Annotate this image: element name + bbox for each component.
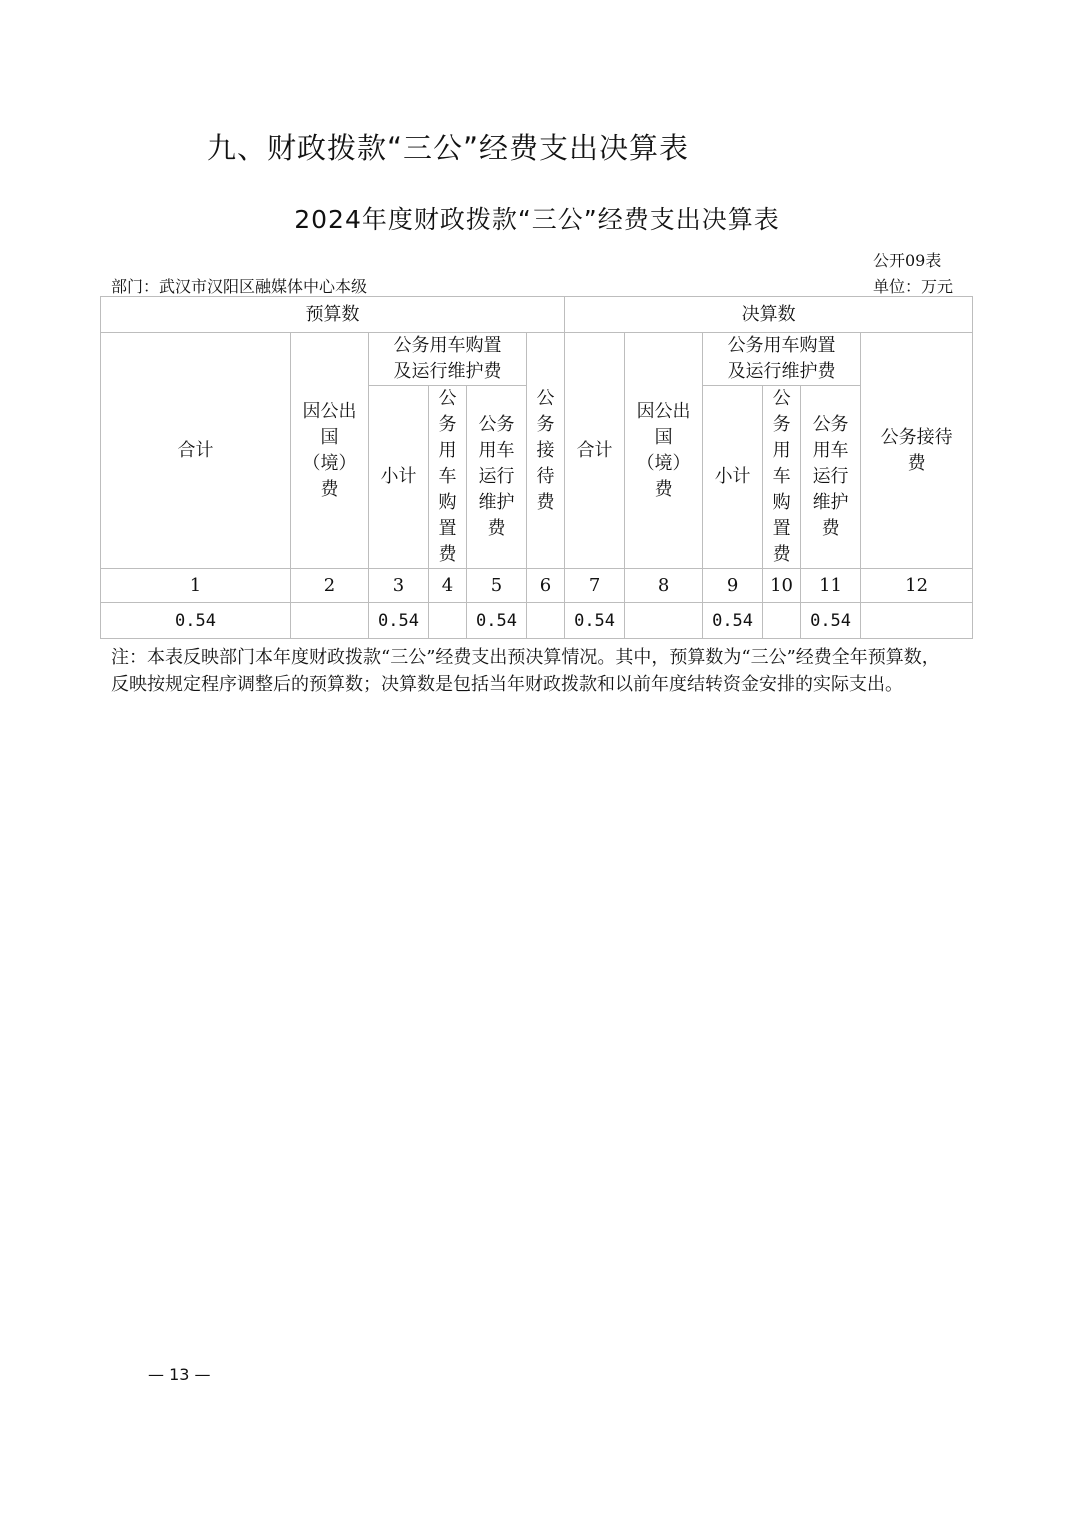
final-total-header: 合计	[565, 333, 625, 569]
budget-reception-value	[527, 603, 565, 639]
budget-vehicle-subtotal-header: 小计	[369, 386, 429, 569]
budget-header: 预算数	[101, 297, 565, 333]
column-number-row	[101, 569, 973, 603]
final-header: 决算数	[565, 297, 973, 333]
column-number: 7	[565, 569, 625, 603]
column-number: 2	[291, 569, 369, 603]
table-note: 注：本表反映部门本年度财政拨款“三公”经费支出预决算情况。其中，预算数为“三公”经费全年预算数，反映按规定程序调整后的预算数；决算数是包括当年财政拨款和以前年度结转资金安排的实际支出。	[111, 647, 940, 695]
column-number: 4	[429, 569, 467, 603]
final-vehicle-subtotal-header: 小计	[703, 386, 763, 569]
column-number: 8	[625, 569, 703, 603]
final-reception-header: 公务接待费	[861, 333, 973, 569]
budget-vehicle-operation-header: 公务用车运行维护费	[467, 386, 527, 569]
budget-reception-header: 公务接待费	[527, 333, 565, 569]
header-row-group	[101, 297, 973, 333]
final-vehicle-purchase-value	[763, 603, 801, 639]
final-vehicle-subtotal-value: 0.54	[703, 603, 763, 639]
page-number: — 13 —	[148, 1365, 211, 1384]
table-code: 公开09表	[873, 251, 942, 270]
final-vehicle-purchase-header: 公务用车购置费	[763, 386, 801, 569]
column-number: 9	[703, 569, 763, 603]
final-overseas-value	[625, 603, 703, 639]
table-title: 2024年度财政拨款“三公”经费支出决算表	[294, 205, 780, 234]
final-vehicle-operation-value: 0.54	[801, 603, 861, 639]
unit-label: 单位：万元	[873, 277, 954, 296]
column-number: 6	[527, 569, 565, 603]
budget-vehicle-header: 公务用车购置及运行维护费	[369, 333, 527, 386]
column-number: 1	[101, 569, 291, 603]
budget-total-value: 0.54	[101, 603, 291, 639]
budget-total-header: 合计	[101, 333, 291, 569]
budget-vehicle-purchase-header: 公务用车购置费	[429, 386, 467, 569]
budget-vehicle-operation-value: 0.54	[467, 603, 527, 639]
final-vehicle-operation-header: 公务用车运行维护费	[801, 386, 861, 569]
header-row-categories	[101, 333, 973, 386]
expense-table	[100, 296, 973, 639]
budget-overseas-header: 因公出国（境）费	[291, 333, 369, 569]
final-vehicle-header: 公务用车购置及运行维护费	[703, 333, 861, 386]
department-label: 部门：武汉市汉阳区融媒体中心本级	[111, 277, 368, 296]
table-row	[101, 603, 973, 639]
section-title: 九、财政拨款“三公”经费支出决算表	[207, 131, 690, 165]
column-number: 10	[763, 569, 801, 603]
column-number: 5	[467, 569, 527, 603]
column-number: 3	[369, 569, 429, 603]
final-reception-value	[861, 603, 973, 639]
final-overseas-header: 因公出国（境）费	[625, 333, 703, 569]
column-number: 12	[861, 569, 973, 603]
budget-vehicle-subtotal-value: 0.54	[369, 603, 429, 639]
column-number: 11	[801, 569, 861, 603]
final-total-value: 0.54	[565, 603, 625, 639]
budget-vehicle-purchase-value	[429, 603, 467, 639]
budget-overseas-value	[291, 603, 369, 639]
